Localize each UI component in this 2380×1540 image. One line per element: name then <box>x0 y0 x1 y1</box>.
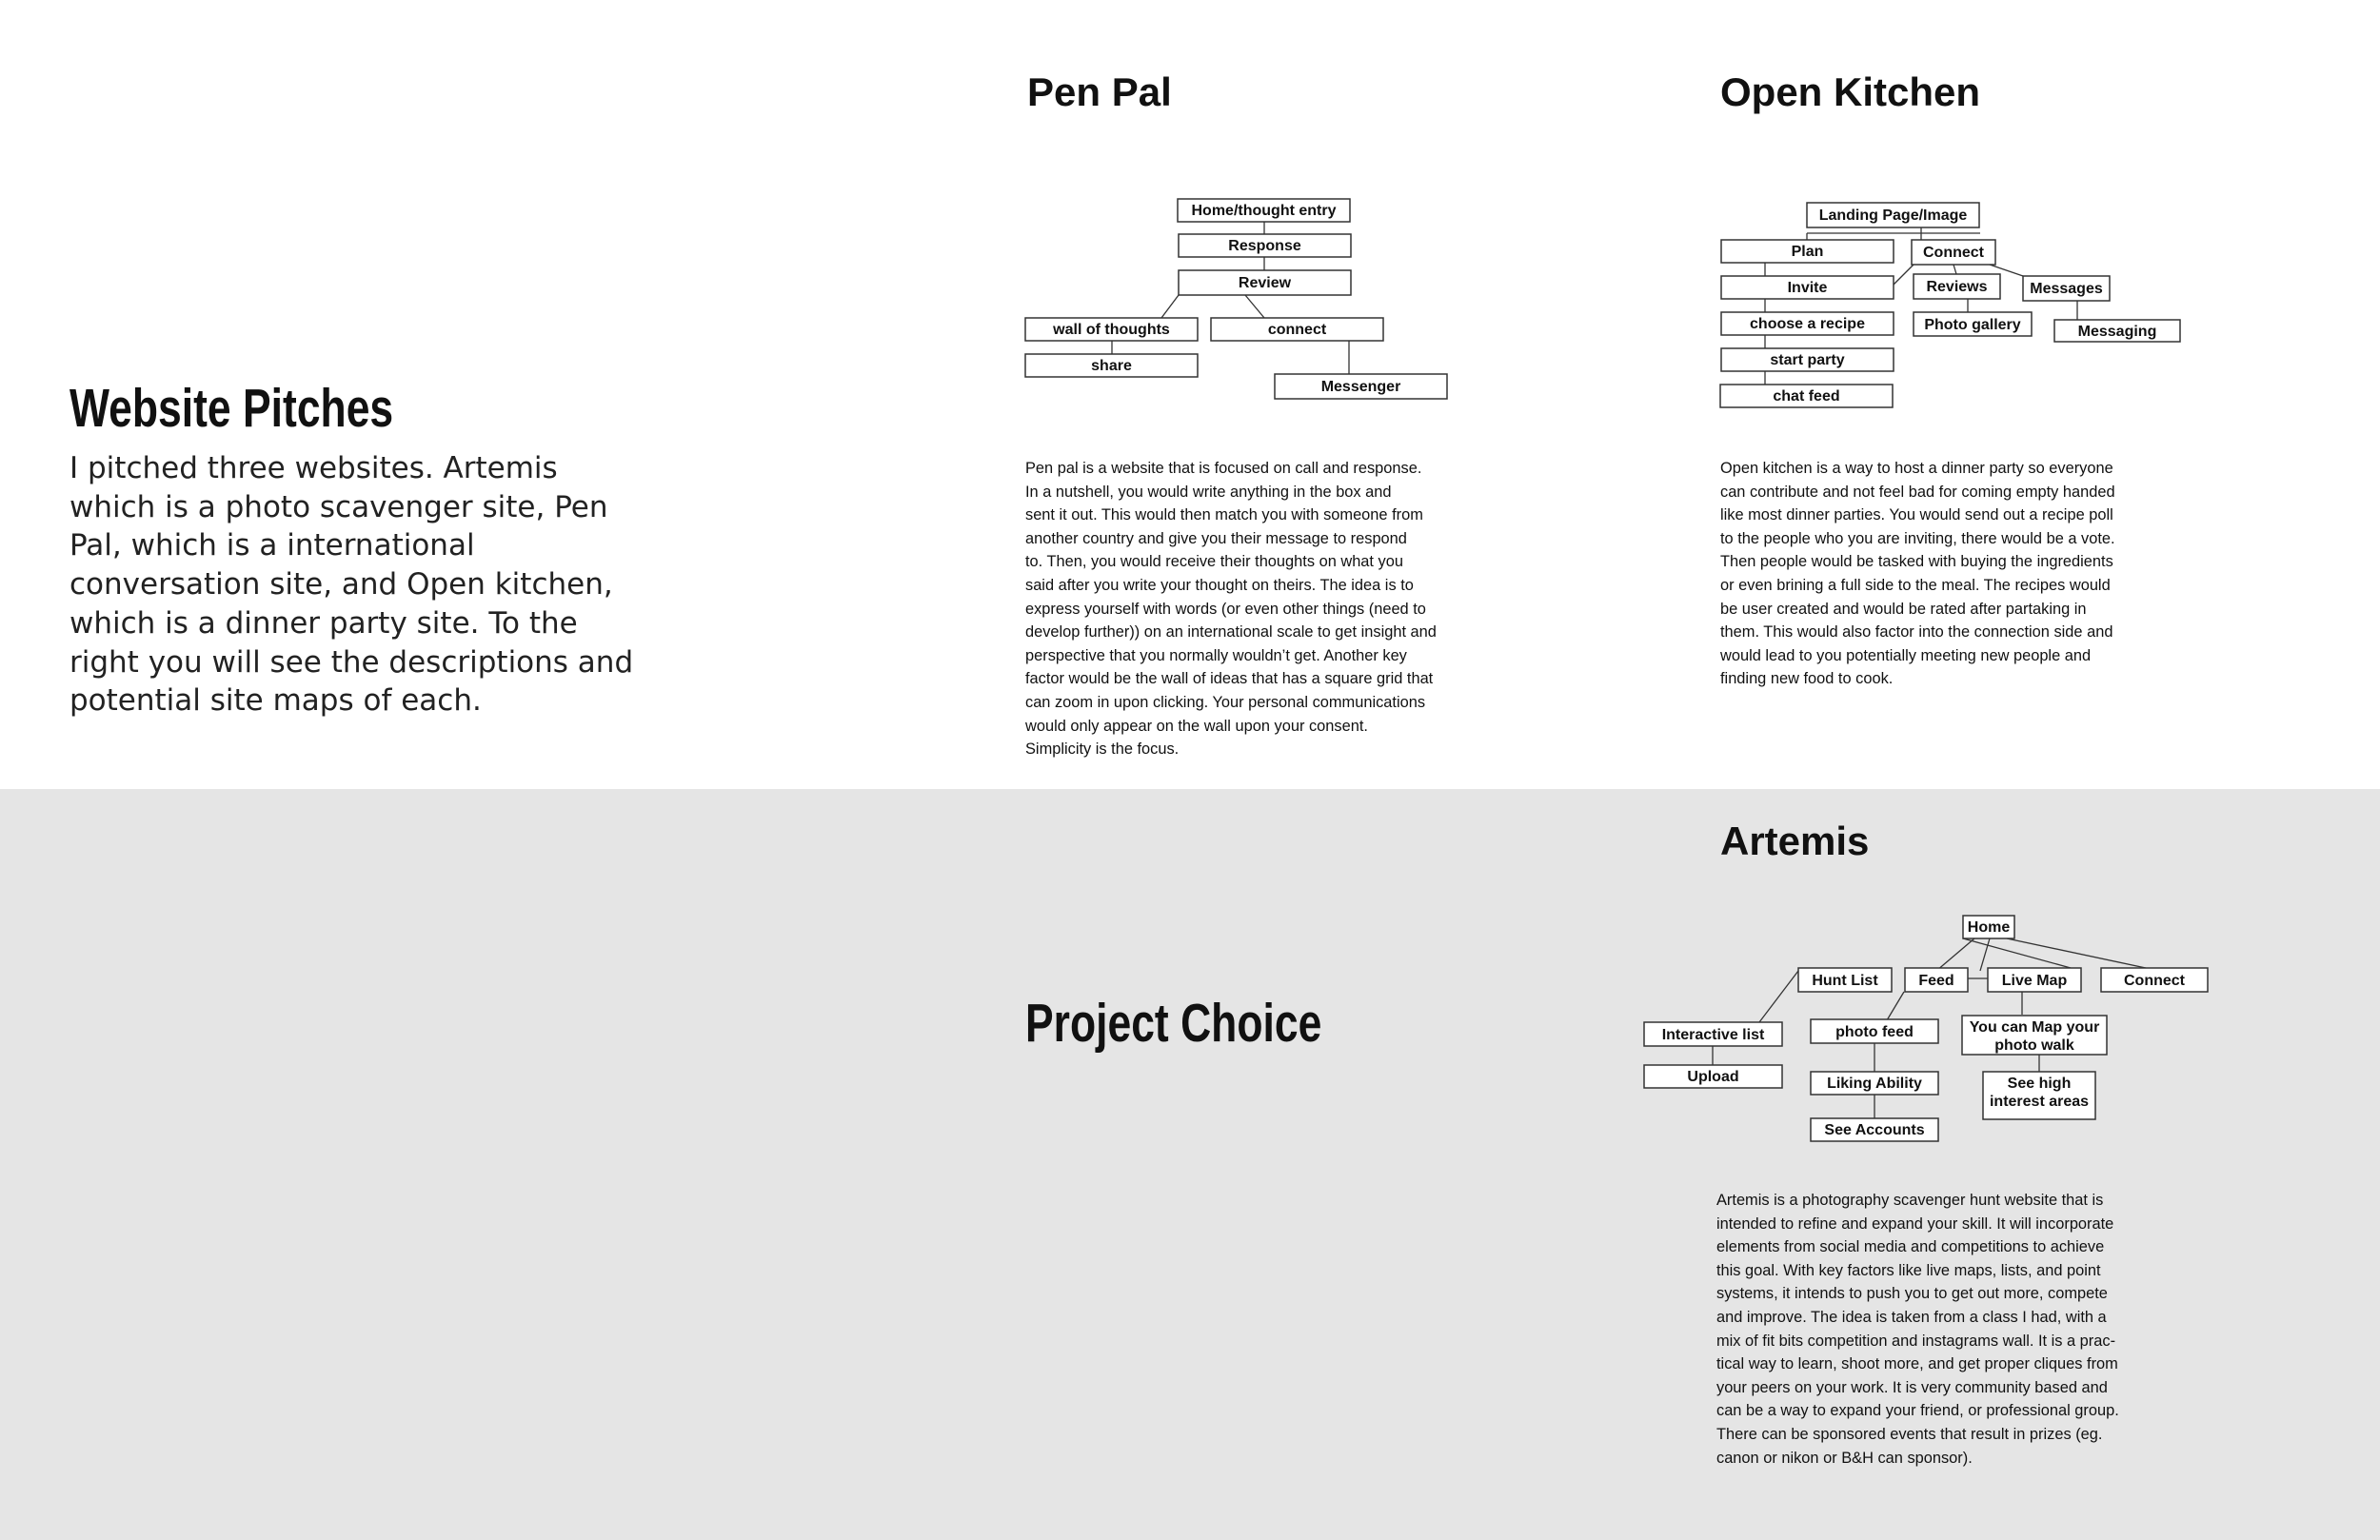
node-label: Reviews <box>1926 279 1988 295</box>
node-label: Hunt List <box>1812 973 1878 989</box>
open-kitchen-sitemap <box>1720 203 2180 407</box>
node-label: You can Map your <box>1969 1019 2100 1036</box>
kitchen-node-start-party <box>1721 348 1894 371</box>
link-line <box>1245 295 1264 318</box>
node-label: Feed <box>1918 973 1954 989</box>
node-label: wall of thoughts <box>1053 322 1170 338</box>
artemis-node-see-accounts <box>1811 1118 1938 1141</box>
node-label: Live Map <box>2001 973 2068 989</box>
intro-paragraph: I pitched three websites. Artemis which is a photo scavenger site, Pen Pal, which is a international conversation site, and Open kitchen, which is a dinner party site. To the right you will see the descriptions and potential site maps of each. <box>69 451 634 719</box>
artemis-node-liking-ability <box>1811 1072 1938 1095</box>
node-label: Home/thought entry <box>1191 203 1337 219</box>
link-line <box>1963 938 2081 971</box>
artemis-node-connect <box>2101 968 2208 992</box>
open-kitchen-title: Open Kitchen <box>1720 69 1981 114</box>
node-label: photo walk <box>1994 1037 2074 1054</box>
node-label: Liking Ability <box>1827 1076 1922 1092</box>
link-line <box>1887 992 1904 1020</box>
node-label: Connect <box>2124 973 2185 989</box>
node-label: share <box>1091 358 1132 374</box>
kitchen-node-chat-feed <box>1720 385 1893 407</box>
node-label: See Accounts <box>1824 1122 1925 1138</box>
pen-pal-description: Pen pal is a website that is focused on call and response. In a nutshell, you would write anything in the box and sent it out. This would then match you with someone from another country and give you their message to respond to. Then, you would receive their thoughts on what you said after you write your thought on theirs. The idea is to express yourself with words (or even other things (need to develop further)) on an international scale to get insight and perspective that you normally wouldn’t get. Another key factor would be the wall of ideas that has a square grid that can zoom in upon clicking. Your personal communications would only appear on the wall upon your consent. Simplicity is the focus. <box>1025 460 1437 759</box>
node-label: chat feed <box>1773 388 1840 405</box>
node-label: See high <box>2007 1076 2072 1092</box>
kitchen-node-messages <box>2023 276 2110 301</box>
node-label: Connect <box>1923 245 1984 261</box>
node-label: Messenger <box>1320 379 1401 395</box>
node-label: Upload <box>1687 1069 1739 1085</box>
penpal-node-response <box>1179 234 1351 257</box>
node-label: start party <box>1770 352 1845 368</box>
node-label: Landing Page/Image <box>1818 207 1968 224</box>
kitchen-node-messaging <box>2054 320 2180 342</box>
link-line <box>1893 265 1914 286</box>
kitchen-node-landing <box>1807 203 1979 227</box>
pen-pal-title: Pen Pal <box>1027 69 1172 114</box>
open-kitchen-description: Open kitchen is a way to host a dinner party so everyone can contribute and not feel bad for coming empty handed like most dinner parties. You would send out a recipe poll to the people who you are inviting, there would be a vote. Then people would be tasked with buying the ingredients or even brining a full side to the meal. The recipes would be user created and would be rated after partaking in them. This would also factor into the connection side and would lead to you potentially meeting new people and finding new food to cook. <box>1720 460 2115 688</box>
link-line <box>1936 938 1974 971</box>
link-line <box>1954 265 1956 274</box>
artemis-node-home <box>1963 916 2014 938</box>
kitchen-node-connect <box>1912 240 1995 265</box>
project-choice-title: Project Choice <box>1025 993 1322 1054</box>
node-label: Photo gallery <box>1924 317 2021 333</box>
node-label: Home <box>1967 919 2011 936</box>
node-label: Response <box>1228 238 1301 254</box>
link-line <box>1759 971 1798 1022</box>
node-label: Interactive list <box>1661 1027 1765 1043</box>
node-label: Plan <box>1791 244 1824 260</box>
node-label: Messages <box>2030 281 2103 297</box>
node-label: choose a recipe <box>1750 316 1865 332</box>
penpal-node-connect <box>1211 318 1383 341</box>
artemis-node-hunt-list <box>1798 968 1892 992</box>
kitchen-node-reviews <box>1914 274 2000 299</box>
artemis-node-map-photo-walk <box>1962 1016 2107 1055</box>
node-label: Invite <box>1787 280 1828 296</box>
artemis-node-interactive-list <box>1644 1022 1782 1046</box>
artemis-node-photo-feed <box>1811 1019 1938 1043</box>
link-line <box>1161 295 1179 318</box>
website-pitches-title: Website Pitches <box>69 378 394 439</box>
node-label: interest areas <box>1989 1094 2090 1110</box>
artemis-node-live-map <box>1988 968 2081 992</box>
artemis-node-feed <box>1905 968 1968 992</box>
artemis-sitemap <box>1644 916 2208 1141</box>
node-label: Messaging <box>2077 324 2157 340</box>
penpal-node-review <box>1179 270 1351 295</box>
artemis-node-upload <box>1644 1065 1782 1088</box>
penpal-node-wall-of-thoughts <box>1025 318 1198 341</box>
kitchen-node-choose-recipe <box>1721 312 1894 335</box>
artemis-node-high-interest-areas <box>1983 1072 2095 1119</box>
node-label: photo feed <box>1835 1024 1914 1040</box>
kitchen-node-invite <box>1721 276 1894 299</box>
pen-pal-sitemap <box>1025 199 1447 399</box>
kitchen-node-plan <box>1721 240 1894 263</box>
penpal-node-share <box>1025 354 1198 377</box>
kitchen-node-photo-gallery <box>1914 312 2032 336</box>
penpal-node-home <box>1178 199 1350 222</box>
penpal-node-messenger <box>1275 374 1447 399</box>
node-label: connect <box>1267 322 1327 338</box>
node-label: Review <box>1238 275 1292 291</box>
artemis-title: Artemis <box>1720 819 1870 863</box>
artemis-description: Artemis is a photography scavenger hunt website that is intended to refine and expand your skill. It will incorporate elements from social media and competitions to achieve this goal. With key factors like live maps, lists, and point systems, it intends to push you to get out more, compete and improve. The idea is taken from a class I had, with a mix of fit bits competition and instagrams wall. It is a prac- tical way to learn, shoot more, and get proper cliques from your peers on your work. It is very community based and can be a way to expand your friend, or professional group. There can be sponsored events that result in prizes (eg. canon or nikon or B&H can sponsor). <box>1716 1192 2119 1467</box>
link-line <box>2007 938 2159 971</box>
